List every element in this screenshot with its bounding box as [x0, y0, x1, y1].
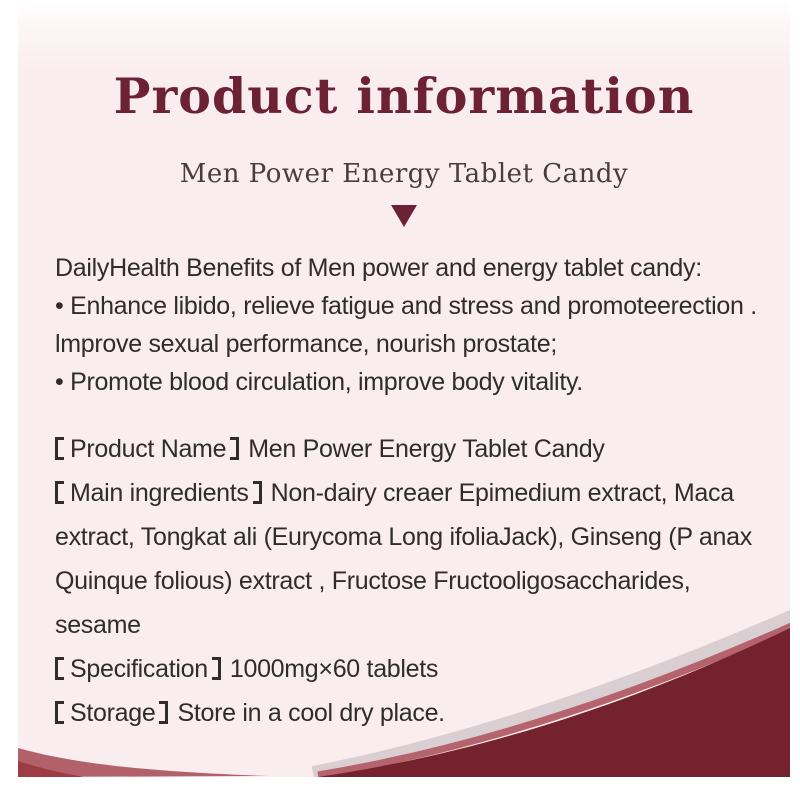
- page-subtitle: Men Power Energy Tablet Candy: [179, 159, 629, 189]
- detail-label: Storage: [70, 699, 156, 727]
- benefits-section: [55, 249, 765, 401]
- storage-row: [55, 691, 767, 735]
- specification-row: [55, 647, 767, 691]
- detail-value: Non-dairy creaer Epimedium extract, Maca: [270, 479, 734, 507]
- main-ingredients-wrap-line: Quinque folious) extract , Fructose Fructooligosaccharides,: [55, 567, 691, 595]
- lenticular-bracket-close-icon: [230, 437, 239, 460]
- main-ingredients-wrap-line: sesame: [55, 611, 141, 639]
- detail-label: Specification: [70, 655, 208, 683]
- lenticular-bracket-open-icon: [55, 481, 64, 504]
- benefit-bullet-line: • Enhance libido, relieve fatigue and stress and promoteerection .: [55, 292, 757, 320]
- lenticular-bracket-open-icon: [55, 437, 64, 460]
- detail-value: Men Power Energy Tablet Candy: [248, 435, 605, 463]
- lenticular-bracket-close-icon: [253, 481, 262, 504]
- details-section: [55, 427, 767, 735]
- detail-value: Store in a cool dry place.: [177, 699, 445, 727]
- lenticular-bracket-open-icon: [55, 701, 64, 724]
- lenticular-bracket-close-icon: [212, 657, 221, 680]
- product-info-card: [18, 0, 790, 777]
- benefit-continuation-line: lmprove sexual performance, nourish prostate;: [55, 330, 558, 358]
- main-ingredients-row: [55, 471, 767, 515]
- page-title: Product information: [113, 67, 695, 125]
- product-name-row: [55, 427, 767, 471]
- benefits-intro-line: DailyHealth Benefits of Men power and energy tablet candy:: [55, 254, 702, 282]
- detail-label: Product Name: [70, 435, 227, 463]
- detail-label: Main ingredients: [70, 479, 249, 507]
- detail-value: 1000mg×60 tablets: [229, 655, 439, 683]
- main-ingredients-wrap-line: extract, Tongkat ali (Eurycoma Long ifoliaJack), Ginseng (P anax: [55, 523, 752, 551]
- lenticular-bracket-open-icon: [55, 657, 64, 680]
- lenticular-bracket-close-icon: [159, 701, 168, 724]
- benefit-bullet-line: • Promote blood circulation, improve body vitality.: [55, 368, 583, 396]
- down-triangle-icon: [391, 205, 417, 227]
